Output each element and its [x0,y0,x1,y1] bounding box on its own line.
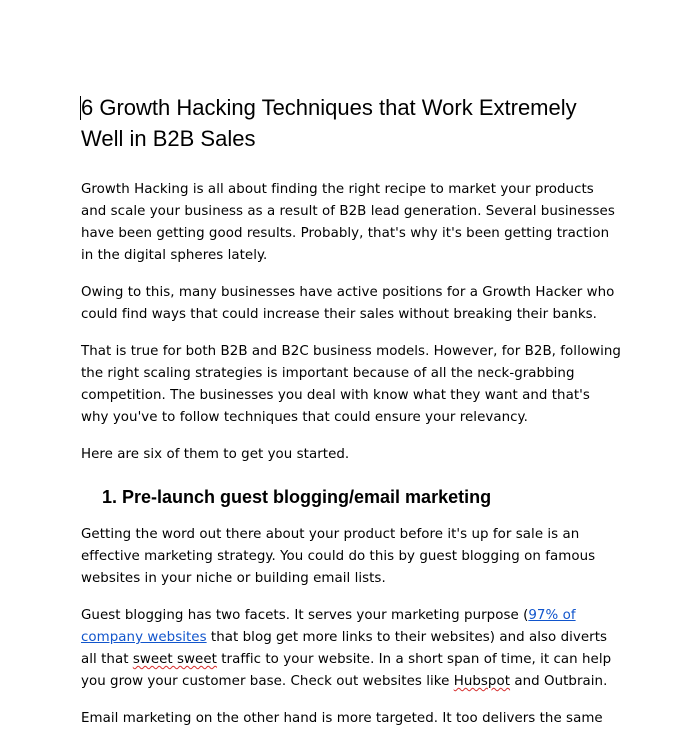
document-body[interactable] [81,92,621,729]
section-1-heading: 1. Pre-launch guest blogging/email marketing [102,487,492,507]
intro-paragraph-3: That is true for both B2B and B2C business models. However, for B2B, following the right scaling strategies is important because of all the neck-grabbing competition. The businesses you deal with know what they want and that's why you've to follow techniques that could ensure your relevancy. [81,344,621,425]
spellcheck-word[interactable]: sweet sweet [132,652,217,667]
intro-paragraph-2: Owing to this, many businesses have active positions for a Growth Hacker who could find ways that could increase their sales without breaking their banks. [81,285,615,322]
company-websites-link[interactable]: 97% of company websites [81,608,576,645]
text-cursor [80,96,81,120]
intro-paragraph-1: Growth Hacking is all about finding the right recipe to market your products and scale your business as a result of B2B lead generation. Several businesses have been getting good results. Probably, that's why it's been getting traction in the digital spheres lately. [81,182,615,263]
intro-paragraph-4: Here are six of them to get you started. [81,447,350,462]
document-title[interactable] [81,92,621,154]
document-title-text: 6 Growth Hacking Techniques that Work Extremely Well in B2B Sales [81,95,577,151]
paragraph-text: and Outbrain. [510,674,608,689]
section-1-paragraph-3: Email marketing on the other hand is more targeted. It too delivers the same [81,711,603,726]
paragraph-text: Guest blogging has two facets. It serves your marketing purpose ( [81,608,529,623]
spellcheck-word[interactable]: Hubspot [453,674,511,689]
paragraph-text: traffic to your website. In a short span of time, it can help you grow your customer base. Check out websites like [81,652,612,689]
section-1-paragraph-1: Getting the word out there about your product before it's up for sale is an effective marketing strategy. You could do this by guest blogging on famous websites in your niche or building email lists. [81,527,596,586]
section-1-paragraph-2 [81,605,621,693]
paragraph-text: that blog get more links to their websites) and also diverts all that [81,630,608,667]
